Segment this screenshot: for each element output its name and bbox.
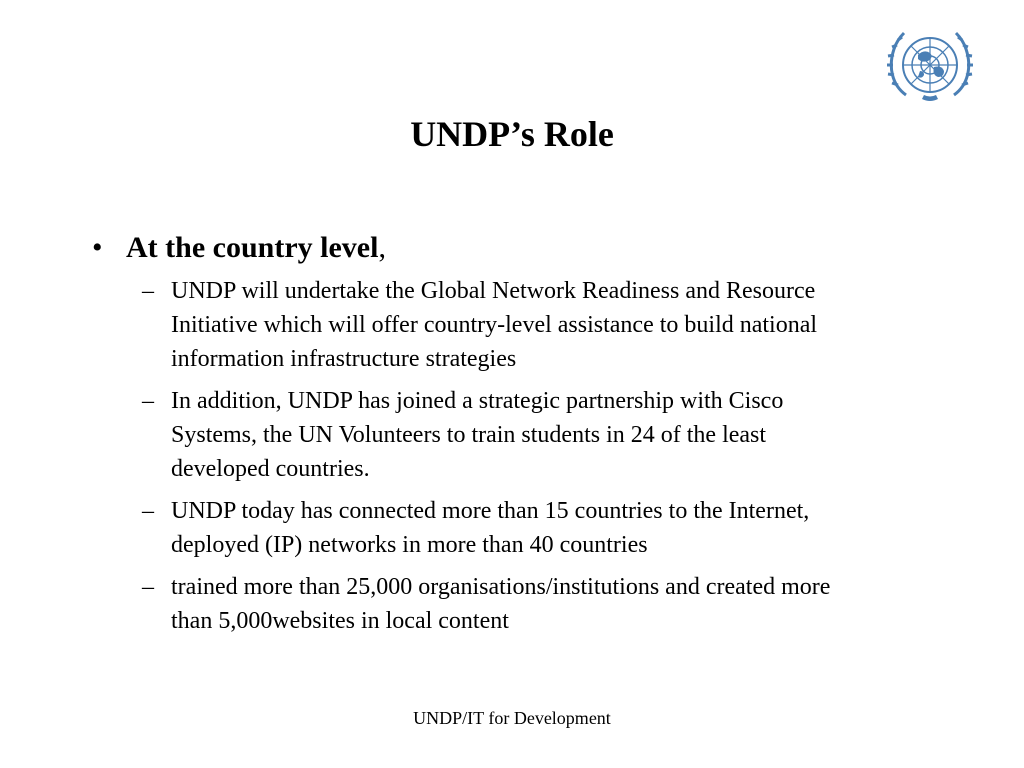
un-emblem-icon	[884, 25, 976, 105]
slide-content	[90, 228, 950, 646]
bullet-heading-suffix: ,	[378, 231, 386, 264]
bullet-glyph: •	[92, 231, 103, 264]
subitem-text: UNDP will undertake the Global Network Readiness and Resource Initiative which will offer country-level assistance to build national information infrastructure strategies	[171, 278, 818, 372]
subitem	[90, 274, 866, 376]
slide-title: UNDP’s Role	[410, 114, 614, 154]
dash-glyph: –	[142, 388, 154, 414]
subitem	[90, 494, 866, 562]
subitem	[90, 570, 866, 638]
subitem-text: UNDP today has connected more than 15 countries to the Internet, deployed (IP) networks in more than 40 countries	[171, 498, 810, 558]
dash-glyph: –	[142, 278, 154, 304]
subitem-text: trained more than 25,000 organisations/institutions and created more than 5,000websites in local content	[171, 574, 831, 634]
bullet-item	[90, 228, 950, 268]
subitem-text: In addition, UNDP has joined a strategic partnership with Cisco Systems, the UN Volunteers to train students in 24 of the least developed countries.	[171, 388, 784, 482]
subitem	[90, 384, 866, 486]
slide-footer: UNDP/IT for Development	[413, 708, 611, 728]
subitem-list	[90, 274, 950, 638]
dash-glyph: –	[142, 498, 154, 524]
bullet-heading: At the country level	[126, 231, 379, 264]
dash-glyph: –	[142, 574, 154, 600]
un-emblem-graphic	[884, 25, 976, 105]
